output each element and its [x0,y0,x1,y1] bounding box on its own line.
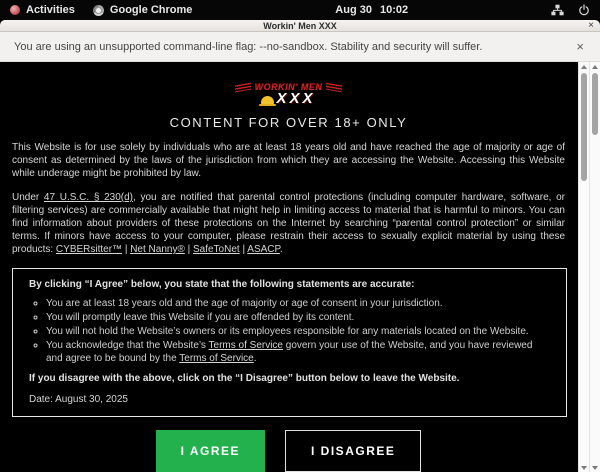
safetonet-link[interactable]: SafeToNet [192,244,240,255]
hard-hat-icon [261,96,274,104]
clock-date: Aug 30 [335,4,372,16]
inner-scrollbar[interactable] [578,62,589,472]
agreement-bullet: ◦ You will promptly leave this Website if you are offended by its content. [46,311,550,324]
logo-wordmark: WORKIN’ MEN [254,82,323,92]
chrome-app-label: Google Chrome [109,4,193,16]
logo-wing-left-icon [235,82,251,92]
link-separator: | [239,244,248,255]
scroll-down-icon [581,466,587,470]
netnanny-link[interactable]: Net Nanny® [130,244,185,255]
terms-of-service-link[interactable]: Terms of Service [179,353,254,364]
bullet4-text: You acknowledge that the Website’s [46,340,209,351]
site-logo [0,82,577,106]
link-separator: | [122,244,131,255]
date-line: Date: August 30, 2025 [29,394,128,405]
network-icon[interactable] [551,4,564,16]
inner-scrollbar-thumb[interactable] [581,73,587,181]
power-icon[interactable] [578,4,590,16]
scroll-up-icon [581,65,587,69]
clock-button[interactable] [335,4,408,16]
page-content [0,62,600,472]
para2-text: Under [12,192,44,203]
scroll-down-icon [592,466,598,470]
inner-scroll-down-button[interactable] [579,463,589,472]
window-close-button[interactable]: × [588,20,594,31]
chrome-app-indicator[interactable] [93,4,193,16]
cybersitter-link[interactable]: CYBERsitter™ [55,244,123,255]
para2-period: . [279,244,283,255]
bullet4-period: . [253,353,257,364]
para2-text: , you are notified that parental control protections (including computer hardware, software, or filtering services) are commercially available that might help in limiting access to material that is harmful to minors. You can find information about providers of these protections on the Internet by searching “parental control protection” or similar terms. If minors have access to your computer, please restrain their access to sexually explicit material by using these products: [12,192,565,255]
outer-scrollbar[interactable] [589,62,600,472]
infobar-message: You are using an unsupported command-line flag: --no-sandbox. Stability and security will suffer. [14,40,483,53]
outer-scrollbar-thumb[interactable] [592,73,598,135]
agreement-box [12,268,567,417]
usc-230d-link[interactable]: 47 U.S.C. § 230(d) [43,192,134,203]
chrome-icon [93,5,104,16]
chrome-infobar [0,32,600,62]
i-disagree-button[interactable]: I DISAGREE [285,430,421,472]
clock-time: 10:02 [379,4,409,16]
activities-label: Activities [26,4,75,16]
window-titlebar [0,20,600,32]
window-title: Workin' Men XXX [263,20,337,31]
agreement-intro: By clicking “I Agree” below, you state that the following statements are accurate: [29,279,415,290]
infobar-close-button[interactable]: × [576,39,584,54]
logo-xxx-text: XXX [276,90,316,107]
distro-dot-icon [10,5,20,15]
inner-scroll-up-button[interactable] [579,62,589,71]
agreement-bullet: ◦ You are at least 18 years old and the age of majority or age of consent in your jurisdiction. [46,297,550,310]
agreement-bullet-list [29,297,550,365]
outer-scroll-down-button[interactable] [590,463,600,472]
logo-wing-right-icon [326,82,342,92]
i-agree-button[interactable]: I AGREE [156,430,265,472]
bullet4-text: govern your use of the Website, and you have reviewed and agree to be bound by the [46,340,533,364]
age-statement-paragraph: This Website is for use solely by individuals who are at least 18 years old and have reached the age of majority or age of consent as determined by the laws of the jurisdiction from which they are accessing the Website. Accessing this Website while underage might be prohibited by law. [12,142,565,179]
activities-button[interactable] [10,4,75,16]
gnome-top-bar [0,0,600,20]
disagree-note: If you disagree with the above, click on the “I Disagree” button below to leave the Website. [29,373,460,384]
scroll-up-icon [592,65,598,69]
asacp-link[interactable]: ASACP [247,244,280,255]
agreement-bullet: ◦ You will not hold the Website’s owners or its employees responsible for any materials located on the Website. [46,325,550,338]
link-separator: | [184,244,193,255]
outer-scroll-up-button[interactable] [590,62,600,71]
age-gate-heading: CONTENT FOR OVER 18+ ONLY [169,115,408,130]
parental-controls-paragraph [12,191,565,256]
agreement-bullet [46,339,550,365]
terms-of-service-link[interactable]: Terms of Service [208,340,283,351]
consent-buttons [0,430,577,472]
